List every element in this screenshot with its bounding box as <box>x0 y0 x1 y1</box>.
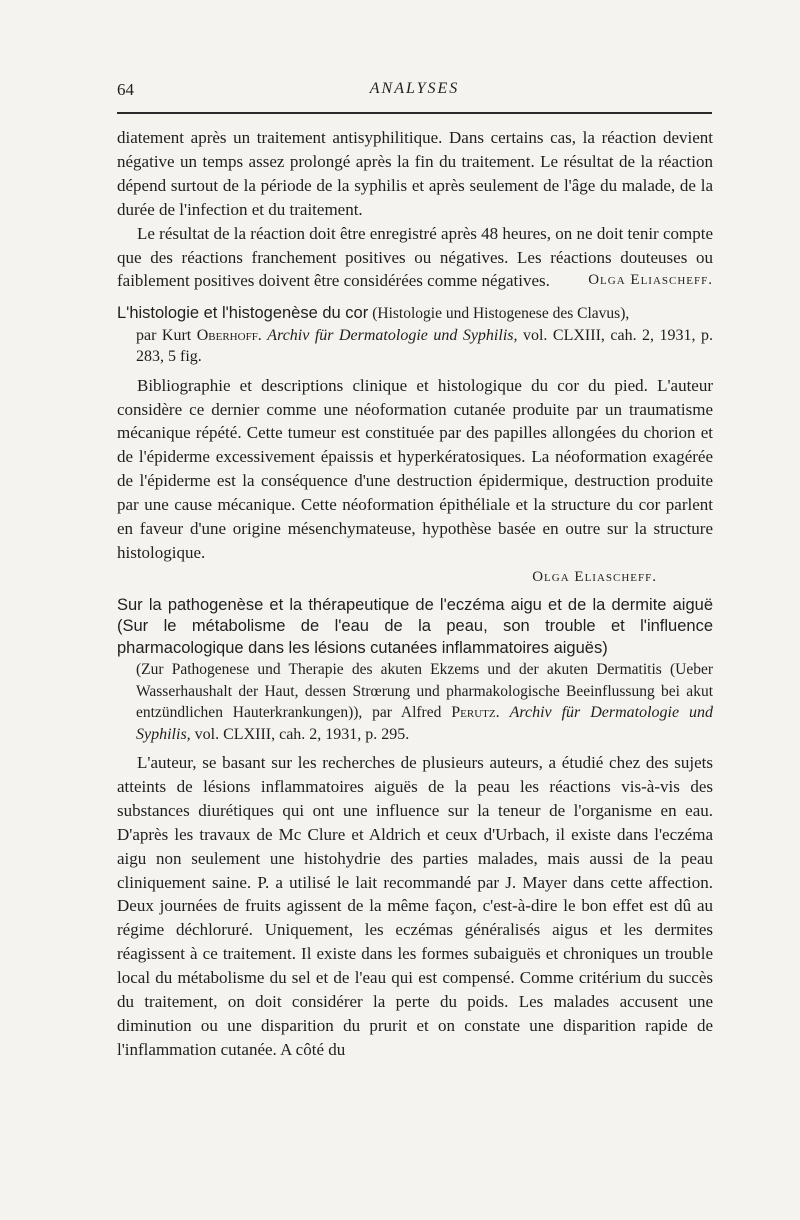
entry-journal: Archiv für Dermatologie und Syphilis, <box>136 704 714 743</box>
signature-line <box>117 565 713 589</box>
signature: Olga Eliascheff. <box>532 568 657 585</box>
entry-body: L'auteur, se basant sur les recherches de plusieurs auteurs, a étudié chez des sujets atteints de lésions inflammatoires aiguës de la peau les réactions vis-à-vis des substances diurétiques qui ont une influence sur la teneur de l'organisme en eau. D'après les travaux de Mc Clure et Aldrich et ceux d'Urbach, il existe dans l'eczéma aigu non seulement une histohydrie des parties malades, mais aussi de la peau cliniquement saine. P. a utilisé le lait recommandé par J. Mayer dans cette affection. Deux journées de fruits agissent de la même façon, c'est-à-dire le bon effet est dû au régime déchloruré. Uniquement, les eczémas généralisés aigus et les dermites réagissent à ce traitement. Il existe dans les formes subaiguës et chroniques un trouble local du métabolisme du sel et de l'eau qui est compensé. Comme critérium du succès du traitement, on doit considérer la perte du poids. Les malades accusent une diminution ou une disparition du prurit et on constate une disparition rapide de l'inflammation cutanée. A côté du <box>117 753 713 1059</box>
entry-citation <box>117 659 713 745</box>
running-head <box>117 80 712 102</box>
entry-author: Perutz. <box>451 704 500 722</box>
page-body <box>117 126 713 1062</box>
review-entry-header <box>117 303 713 367</box>
signature: Olga Eliascheff. <box>588 272 713 289</box>
entry-subtitle-german: (Histologie und Histogenese des Clavus), <box>372 305 630 323</box>
entry-title: L'histologie et l'histogenèse du cor <box>117 304 369 323</box>
entry-ref: vol. CLXIII, cah. 2, 1931, p. 283, 5 fig. <box>136 326 714 366</box>
entry-subtitle-german: (Zur Pathogenese und Therapie des akuten Ekzems und der akuten Dermatitis (Ueber Wasserhaushalt der Haut, dessen Strœrung und pharmakologische Beeinflussung bei akut entzündlichen Hauterkrankungen)), par Alfred <box>136 661 713 722</box>
paragraph <box>117 222 713 294</box>
entry-author: Oberhoff. <box>196 326 262 344</box>
entry-journal: Archiv für Dermatologie und Syphilis, <box>267 326 518 344</box>
entry-title: Sur la pathogenèse et la thérapeutique de l'eczéma aigu et de la dermite aiguë (Sur le métabolisme de l'eau de la peau, son trouble et l'influence pharmacologique dans les lésions cutanées inflammatoires aiguës) <box>117 595 713 657</box>
entry-by: par Kurt <box>136 326 192 344</box>
running-title: ANALYSES <box>369 80 460 97</box>
entry-ref: vol. CLXIII, cah. 2, 1931, p. 295. <box>194 725 410 743</box>
paragraph-text: Le résultat de la réaction doit être enregistré après 48 heures, on ne doit tenir compte que des réactions franchement positives ou négatives. Les réactions douteuses ou faiblement positives doivent être considérées comme négatives. <box>117 223 713 291</box>
review-entry-header <box>117 595 713 745</box>
entry-citation <box>117 325 713 368</box>
header-rule <box>117 112 712 114</box>
page-number: 64 <box>117 80 134 99</box>
paragraph-continuation: diatement après un traitement antisyphilitique. Dans certains cas, la réaction devient négative un temps assez prolongé après la fin du traitement. Le résultat de la réaction dépend surtout de la période de la syphilis et après seulement de l'âge du malade, de la durée de l'infection et du traitement. <box>117 128 713 219</box>
entry-body: Bibliographie et descriptions clinique et histologique du cor du pied. L'auteur considère ce dernier comme une néoformation cutanée produite par un traumatisme mécanique répété. Cette tumeur est constituée par des papilles allongées du chorion et de l'épiderme excessivement épaissis et hyperkératosiques. La néoformation exagérée de l'épiderme est la conséquence d'une destruction épidermique, destruction produite par une cause mécanique. Cette néoformation épithéliale et la structure du cor parlent en faveur d'une origine mésenchymateuse, hypothèse basée en outre sur la structure histologique. <box>117 375 713 562</box>
